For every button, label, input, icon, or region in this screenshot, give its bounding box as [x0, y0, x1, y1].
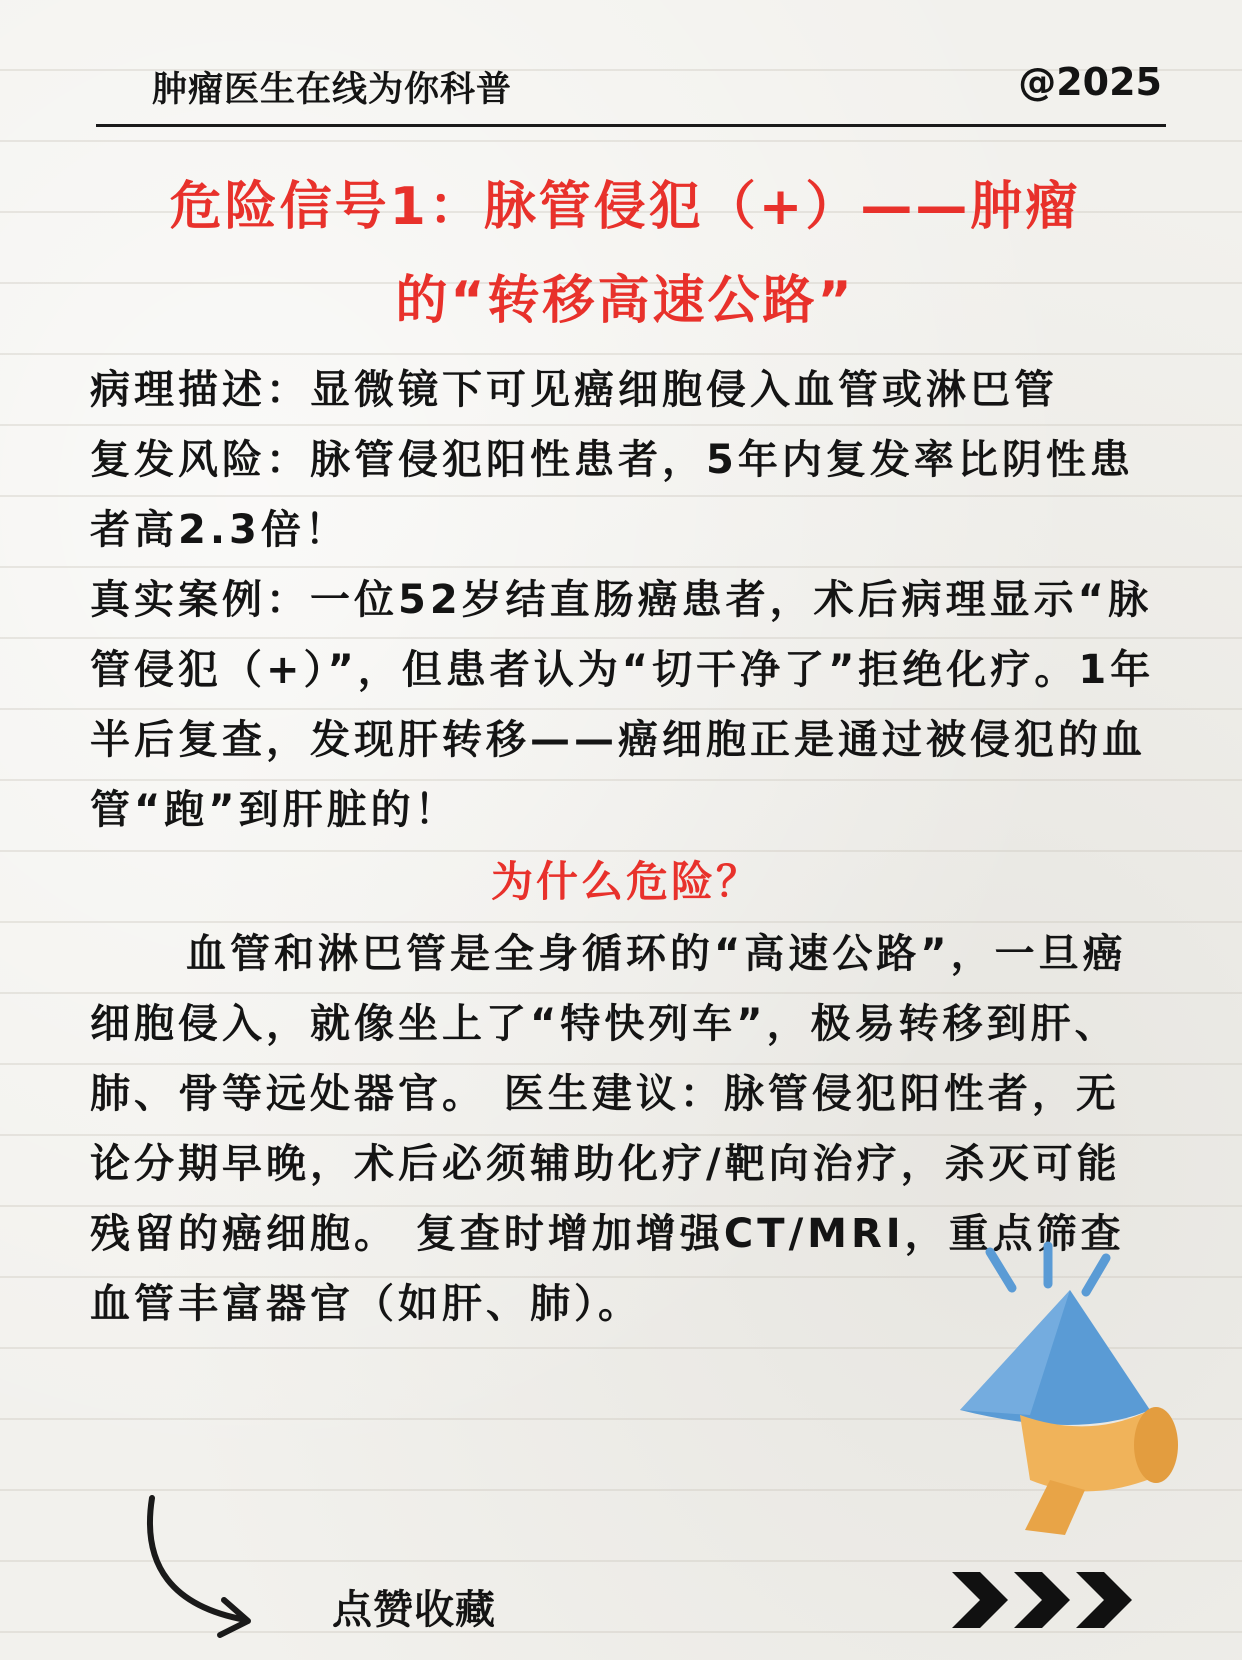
- risk-paragraph: 复发风险：脉管侵犯阳性患者，5年内复发率比阴性患者高2.3倍！: [90, 437, 1134, 553]
- megaphone-icon: [920, 1240, 1220, 1540]
- title-line-1: 危险信号1：脉管侵犯（+）——肿瘤: [169, 177, 1081, 237]
- curved-arrow-icon: [140, 1490, 270, 1640]
- header-divider: [96, 124, 1166, 127]
- page-title: [90, 160, 1160, 348]
- header-right-text: @2025: [1018, 60, 1162, 104]
- why-dangerous-heading: 为什么危险？: [490, 857, 761, 906]
- article-body: [90, 355, 1162, 1339]
- header-left-text: 肿瘤医生在线为你科普: [152, 70, 513, 110]
- title-line-2: 的“转移高速公路”: [395, 271, 855, 331]
- pathology-paragraph: 病理描述：显微镜下可见癌细胞侵入血管或淋巴管: [90, 367, 1058, 413]
- triple-chevron-icon[interactable]: [950, 1570, 1140, 1630]
- like-and-save-label: 点赞收藏: [332, 1587, 496, 1633]
- explanation-paragraph: 血管和淋巴管是全身循环的“高速公路”，一旦癌细胞侵入，就像坐上了“特快列车”，极易转移到肝、肺、骨等远处器官。 医生建议：脉管侵犯阳性者，无论分期早晚，术后必须辅助化疗/靶向治疗，杀灭可能残留的癌细胞。 复查时增加增强CT/MRI，重点筛查血管丰富器官（如肝、肺）。: [90, 931, 1127, 1327]
- case-paragraph: 真实案例：一位52岁结直肠癌患者，术后病理显示“脉管侵犯（+）”，但患者认为“切干净了”拒绝化疗。1年半后复查，发现肝转移——癌细胞正是通过被侵犯的血管“跑”到肝脏的！: [90, 577, 1155, 833]
